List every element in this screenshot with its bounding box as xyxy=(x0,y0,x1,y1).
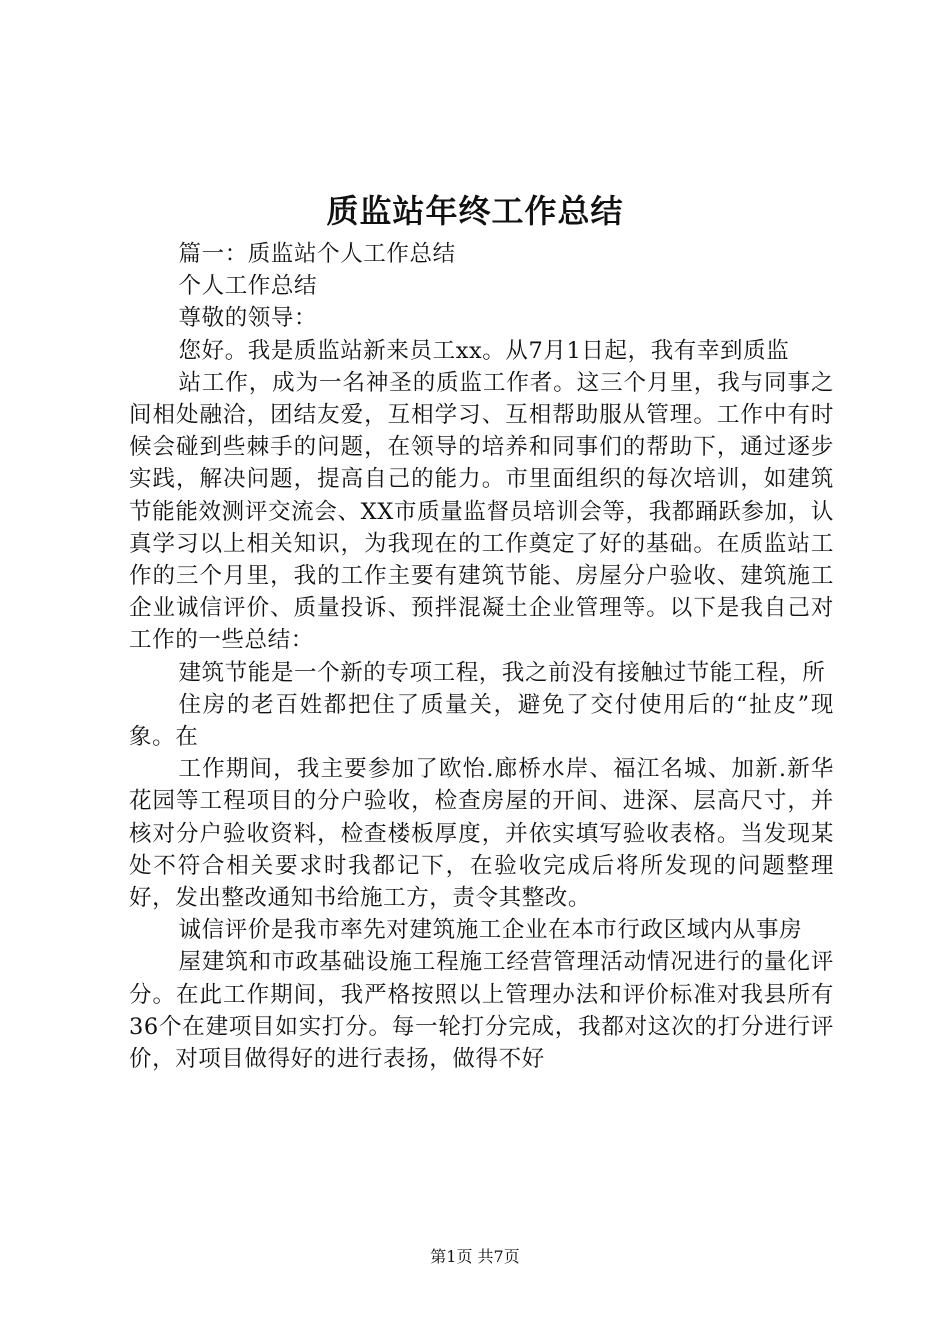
paragraph: 尊敬的领导： xyxy=(178,305,318,332)
paragraph: 个人工作总结 xyxy=(178,273,318,300)
document-title: 质监站年终工作总结 xyxy=(326,192,624,230)
paragraph: 您好。我是质监站新来员工xx。从7月1日起，我有幸到质监 xyxy=(178,337,790,364)
paragraph: 住房的老百姓都把住了质量关，避免了交付使用后的“扯皮”现象。在 xyxy=(129,691,834,751)
paragraph: 诚信评价是我市率先对建筑施工企业在本市行政区域内从事房 xyxy=(178,917,803,944)
paragraph: 篇一：质监站个人工作总结 xyxy=(178,241,456,267)
paragraph: 站工作，成为一名神圣的质监工作者。这三个月里，我与同事之间相处融洽，团结友爱，互相学习、互相帮助服从管理。工作中有时候会碰到些棘手的问题，在领导的培养和同事们的帮助下，通过逐步实践，解决问题，提高自己的能力。市里面组织的每次培训，如建筑节能能效测评交流会、XX市质量监督员培训会等，我都踊跃参加，认真学习以上相关知识，为我现在的工作奠定了好的基础。在质监站工作的三个月里，我的工作主要有建筑节能、房屋分户验收、建筑施工企业诚信评价、质量投诉、预拌混凝土企业管理等。以下是我自己对工作的一些总结： xyxy=(129,369,834,654)
paragraph: 建筑节能是一个新的专项工程，我之前没有接触过节能工程，所 xyxy=(178,659,826,686)
document-body xyxy=(129,238,834,1075)
paragraph: 工作期间，我主要参加了欧怡.廊桥水岸、福江名城、加新.新华花园等工程项目的分户验收，检查房屋的开间、进深、层高尺寸，并核对分户验收资料，检查楼板厚度，并依实填写验收表格。当发现某处不符合相关要求时我都记下，在验收完成后将所发现的问题整理好，发出整改通知书给施工方，责令其整改。 xyxy=(129,756,834,912)
page-number-footer: 第1页 共7页 xyxy=(430,1247,520,1266)
paragraph: 屋建筑和市政基础设施工程施工经营管理活动情况进行的量化评分。在此工作期间，我严格按照以上管理办法和评价标准对我县所有36个在建项目如实打分。每一轮打分完成，我都对这次的打分进行评价，对项目做得好的进行表扬，做得不好 xyxy=(129,949,834,1073)
